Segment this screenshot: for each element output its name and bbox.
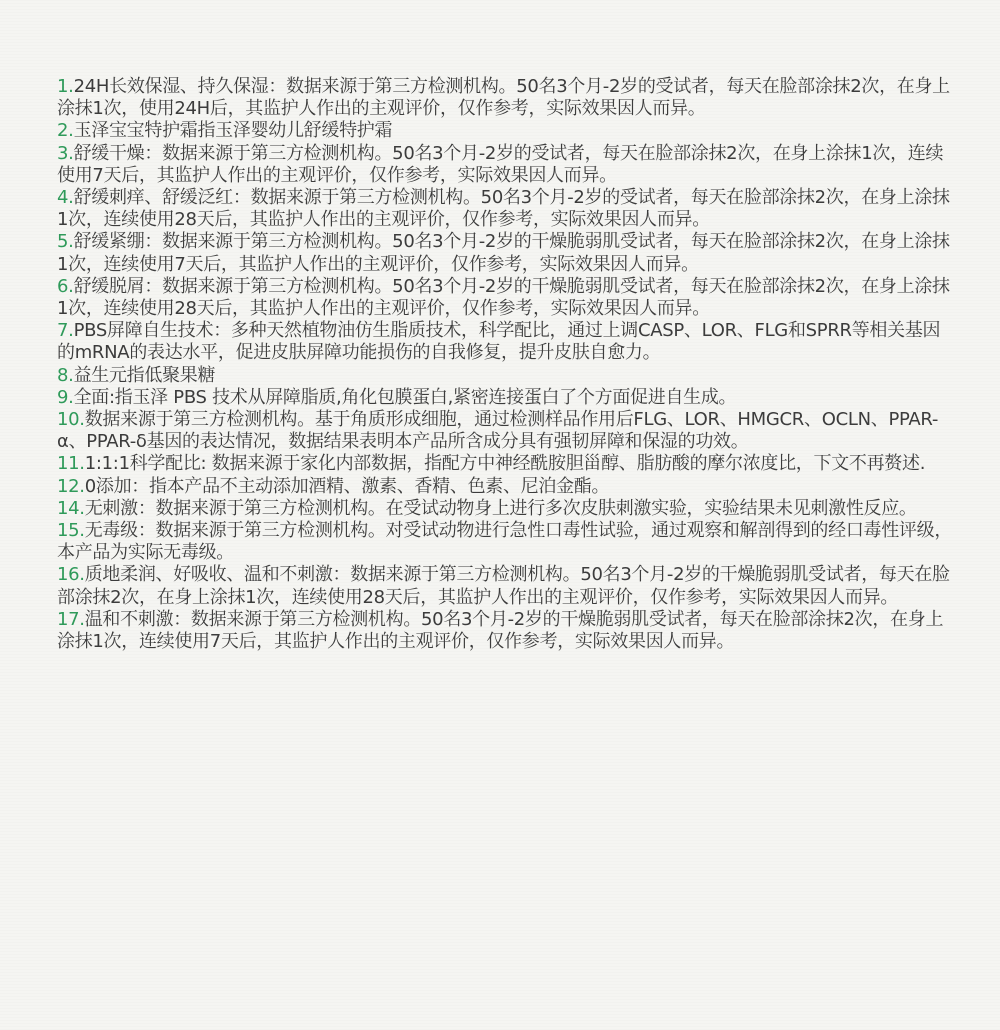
footnote-number: 12. (57, 475, 85, 497)
footnote-item (57, 76, 957, 120)
footnote-text: 无刺激：数据来源于第三方检测机构。在受试动物身上进行多次皮肤刺激实验，实验结果未见刺激性反应。 (84, 497, 917, 519)
footnote-text: 益生元指低聚果糖 (73, 364, 216, 386)
footnote-number: 15. (57, 520, 85, 542)
footnote-number: 11. (57, 453, 85, 475)
footnote-text: 舒缓脱屑：数据来源于第三方检测机构。50名3个月-2岁的干燥脆弱肌受试者，每天在脸部涂抹2次，在身上涂抹1次，连续使用28天后，其监护人作出的主观评价，仅作参考，实际效果因人而异。 (57, 275, 950, 320)
footnote-text: 舒缓刺痒、舒缓泛红：数据来源于第三方检测机构。50名3个月-2岁的受试者，每天在脸部涂抹2次，在身上涂抹1次，连续使用28天后，其监护人作出的主观评价，仅作参考，实际效果因人而异。 (57, 187, 950, 231)
footnote-number: 10. (57, 409, 85, 431)
footnote-item (57, 231, 957, 275)
footnote-item (57, 320, 957, 364)
footnote-number: 9. (57, 386, 74, 408)
footnote-text: 玉泽宝宝特护霜指玉泽婴幼儿舒缓特护霜 (73, 120, 393, 142)
footnote-item (57, 187, 957, 231)
footnote-item (57, 498, 957, 520)
footnote-item (57, 564, 957, 608)
footnote-item (57, 609, 957, 653)
footnote-item (57, 120, 957, 142)
footnote-text: 质地柔润、好吸收、温和不刺激：数据来源于第三方检测机构。50名3个月-2岁的干燥脆弱肌受试者，每天在脸部涂抹2次，在身上涂抹1次，连续使用28天后，其监护人作出的主观评价，仅作参考，实际效果因人而异。 (57, 564, 950, 608)
footnote-number: 8. (57, 364, 74, 386)
footnote-item (57, 409, 957, 453)
footnote-number: 7. (57, 320, 74, 342)
footnote-text: 数据来源于第三方检测机构。基于角质形成细胞，通过检测样品作用后FLG、LOR、HMGCR、OCLN、PPAR-α、PPAR-δ基因的表达情况，数据结果表明本产品所含成分具有强韧屏障和保湿的功效。 (57, 409, 939, 453)
footnote-number: 3. (57, 142, 74, 164)
footnote-text: PBS屏障自生技术：多种天然植物油仿生脂质技术，科学配比，通过上调CASP、LOR、FLG和SPRR等相关基因的mRNA的表达水平，促进皮肤屏障功能损伤的自我修复，提升皮肤自愈力。 (57, 320, 941, 364)
footnote-number: 4. (57, 187, 74, 209)
footnote-text: 全面:指玉泽 PBS 技术从屏障脂质,角化包膜蛋白,紧密连接蛋白了个方面促进自生成。 (73, 386, 737, 408)
footnote-item (57, 143, 957, 187)
footnote-item (57, 365, 957, 387)
footnote-text: 无毒级：数据来源于第三方检测机构。对受试动物进行急性口毒性试验，通过观察和解剖得到的经口毒性评级，本产品为实际无毒级。 (57, 520, 953, 564)
footnote-number: 16. (57, 564, 85, 586)
footnote-item (57, 387, 957, 409)
footnote-item (57, 476, 957, 498)
footnote-item (57, 276, 957, 320)
footnote-item (57, 520, 957, 564)
footnote-text: 24H长效保湿、持久保湿：数据来源于第三方检测机构。50名3个月-2岁的受试者，每天在脸部涂抹2次，在身上涂抹1次，使用24H后，其监护人作出的主观评价，仅作参考，实际效果因人而异。 (57, 76, 950, 120)
footnotes-list (57, 76, 957, 653)
footnote-number: 1. (57, 76, 74, 97)
footnote-text: 舒缓干燥：数据来源于第三方检测机构。50名3个月-2岁的受试者，每天在脸部涂抹2次，在身上涂抹1次，连续使用7天后，其监护人作出的主观评价，仅作参考，实际效果因人而异。 (57, 142, 944, 186)
footnote-text: 温和不刺激：数据来源于第三方检测机构。50名3个月-2岁的干燥脆弱肌受试者，每天在脸部涂抹2次，在身上涂抹1次，连续使用7天后，其监护人作出的主观评价，仅作参考，实际效果因人而异。 (57, 608, 944, 653)
footnote-text: 舒缓紧绷：数据来源于第三方检测机构。50名3个月-2岁的干燥脆弱肌受试者，每天在脸部涂抹2次，在身上涂抹1次，连续使用7天后，其监护人作出的主观评价，仅作参考，实际效果因人而异。 (57, 231, 950, 275)
footnote-text: 0添加：指本产品不主动添加酒精、激素、香精、色素、尼泊金酯。 (84, 475, 610, 497)
footnote-number: 2. (57, 120, 74, 142)
footnote-number: 5. (57, 231, 74, 253)
footnote-number: 14. (57, 497, 85, 519)
footnote-number: 6. (57, 275, 74, 297)
footnote-item (57, 453, 957, 475)
footnote-text: 1:1:1科学配比: 数据来源于家化内部数据，指配方中神经酰胺胆甾醇、脂肪酸的摩尔浓度比，下文不再赘述. (84, 453, 926, 475)
footnote-number: 17. (57, 608, 85, 630)
